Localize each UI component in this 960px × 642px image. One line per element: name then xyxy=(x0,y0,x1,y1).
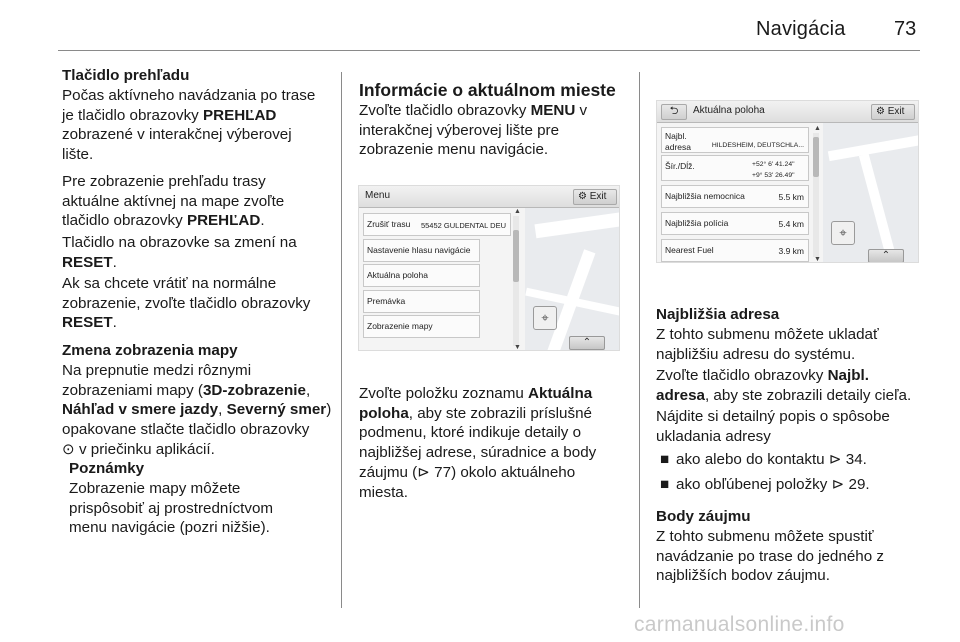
note-heading: Poznámky xyxy=(69,460,145,477)
paragraph-nearest-address-2: Zvoľte tlačidlo obrazovky Najbl. adresa, aby ste zobrazili detaily cieľa. xyxy=(656,367,912,404)
section-heading-overview-button: Tlačidlo prehľadu xyxy=(62,67,190,84)
map-center-icon[interactable]: ⌖ xyxy=(831,221,855,245)
list-item[interactable]: Zobrazenie mapy xyxy=(363,315,480,338)
back-arrow-icon[interactable]: ⮌ xyxy=(661,104,687,120)
scrollbar[interactable] xyxy=(813,133,819,257)
bullet-list xyxy=(660,450,870,494)
paragraph-overview-4: Ak sa chcete vrátiť na normálne zobrazenie, zvoľte tlačidlo obrazovky RESET. xyxy=(62,275,311,332)
exit-button[interactable]: ⚙ Exit xyxy=(871,104,915,120)
screen-title: Aktuálna poloha xyxy=(693,105,765,116)
page-number: 73 xyxy=(894,18,917,40)
position-list xyxy=(657,123,823,263)
note-text: Zobrazenie mapy môžete prispôsobiť aj prostredníctvom menu navigácie (pozri nižšie). xyxy=(69,480,274,537)
chevron-up-icon: ▲ xyxy=(814,125,821,132)
paragraph-poi: Z tohto submenu môžete spustiť navádzanie po trase do jedného z najbližších bodov záujmu. xyxy=(656,528,884,585)
current-position-screenshot xyxy=(656,100,919,263)
section-heading-current-location: Informácie o aktuálnom mieste xyxy=(359,80,616,100)
list-item[interactable]: Šír./Dĺž. +52° 6' 41.24" +9° 53' 26.49" xyxy=(661,155,809,181)
section-heading-map-view: Zmena zobrazenia mapy xyxy=(62,342,238,359)
paragraph-current-position: Zvoľte položku zoznamu Aktuálna poloha, aby ste zobrazili príslušné podmenu, ktoré indikuje detaily o najbližšej adrese, súradnice a body záujmu (⊳ 77) okolo aktuálneho miesta. xyxy=(359,385,597,501)
paragraph-nearest-address-1: Z tohto submenu môžete ukladať najbližšiu adresu do systému. xyxy=(656,326,879,363)
screen-title-bar xyxy=(657,101,918,123)
chevron-up-button[interactable]: ⌃ xyxy=(868,249,904,263)
paragraph-overview-1: Počas aktívneho navádzania po trase je tlačidlo obrazovky PREHĽAD zobrazené v interakčnej výberovej lište. xyxy=(62,87,316,164)
menu-list xyxy=(359,208,525,351)
list-item[interactable]: Najbližšia nemocnica 5.5 km xyxy=(661,185,809,208)
list-item[interactable]: Nearest Fuel 3.9 km xyxy=(661,239,809,262)
page-header-title: Navigácia xyxy=(756,18,846,40)
chevron-up-button[interactable]: ⌃ xyxy=(569,336,605,350)
list-item[interactable]: Zrušiť trasu 55452 GULDENTAL DEU xyxy=(363,213,511,236)
list-item[interactable]: Premávka xyxy=(363,290,480,313)
paragraph-menu-button: Zvoľte tlačidlo obrazovky MENU v interakčnej výberovej lište pre zobrazenie menu navigácie. xyxy=(359,102,588,159)
list-item[interactable]: Aktuálna poloha xyxy=(363,264,480,287)
paragraph-map-view: Na prepnutie medzi rôznymi zobrazeniami mapy (3D-zobrazenie, Náhľad v smere jazdy, Severný smer) opakovane stlačte tlačidlo obrazovky ⊙ v priečinku aplikácií. xyxy=(62,362,332,458)
column-divider xyxy=(341,72,342,608)
exit-button[interactable]: ⚙ Exit xyxy=(573,189,617,205)
navigation-menu-screenshot xyxy=(358,185,620,351)
paragraph-nearest-address-3: Nájdite si detailný popis o spôsobe ukladania adresy xyxy=(656,408,890,445)
paragraph-overview-2: Pre zobrazenie prehľadu trasy aktuálne aktívnej na mape zvoľte tlačidlo obrazovky PREHĽAD. xyxy=(62,173,285,230)
map-center-icon[interactable]: ⌖ xyxy=(533,306,557,330)
list-item: ■ ako alebo do kontaktu ⊳ 34. xyxy=(660,451,867,468)
screen-title-bar xyxy=(359,186,619,208)
screen-title: Menu xyxy=(365,190,391,201)
section-heading-poi: Body záujmu xyxy=(656,508,751,525)
list-item[interactable]: Najbl. adresa HILDESHEIM, DEUTSCHLA... xyxy=(661,127,809,153)
chevron-down-icon: ▼ xyxy=(514,344,521,351)
column-divider xyxy=(639,72,640,608)
section-heading-nearest-address: Najbližšia adresa xyxy=(656,306,780,323)
header-rule xyxy=(58,50,920,51)
list-item: ■ ako obľúbenej položky ⊳ 29. xyxy=(660,475,870,493)
paragraph-overview-3: Tlačidlo na obrazovke sa zmení na RESET. xyxy=(62,234,297,271)
scrollbar[interactable] xyxy=(513,216,519,346)
list-item[interactable]: Najbližšia polícia 5.4 km xyxy=(661,212,809,235)
list-item[interactable]: Nastavenie hlasu navigácie xyxy=(363,239,480,262)
chevron-down-icon: ▼ xyxy=(814,256,821,263)
watermark-footer: carmanualsonline.info xyxy=(634,613,845,636)
chevron-up-icon: ▲ xyxy=(514,208,521,215)
